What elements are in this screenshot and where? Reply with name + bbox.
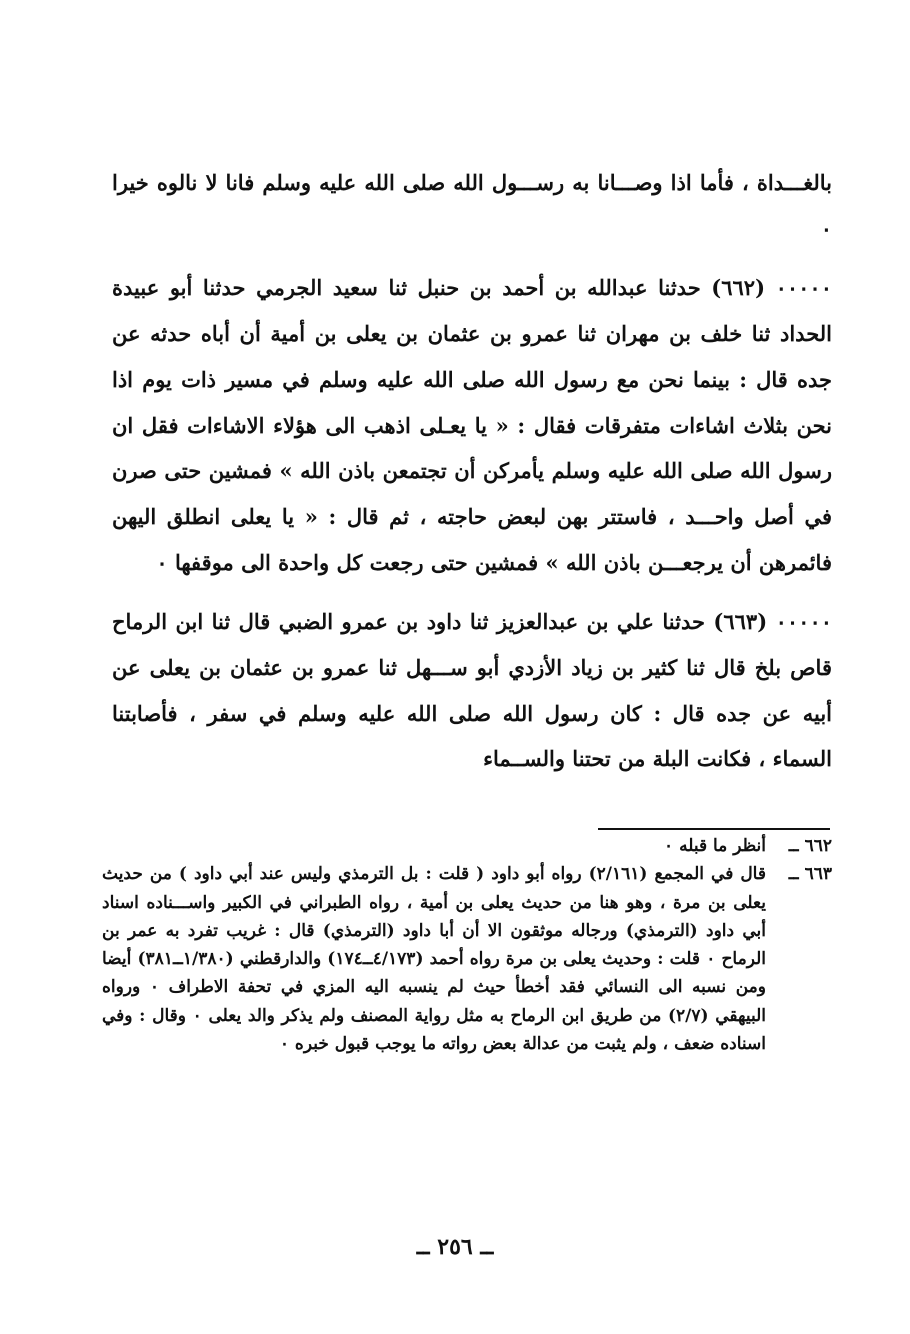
hadith-662: ٠٠٠٠٠ (٦٦٢) حدثنا عبدالله بن أحمد بن حنبل ثنا سعيد الجرمي حدثنا أبو عبيدة الحداد ثنا خلف بن مهران ثنا عمرو بن عثمان بن يعلى بن أمية أن أباه حدثه عن جده قال : بينما نحن مع رسول الله صلى الله عليه وسلم في مسير ذات يوم اذا نحن بثلاث اشاءات متفرقات فقال : « يا يعـلى اذهب الى هؤلاء الاشاءات فقل ان رسول الله صلى الله عليه وسلم يأمركن أن تجتمعن باذن الله » فمشين حتى صرن في أصل واحـــد ، فاستتر بهن لبعض حاجته ، ثم قال : « يا يعلى انطلق اليهن فائمرهن أن يرجعـــن باذن الله » فمشين حتى رجعت كل واحدة الى موقفها ٠ [112, 275, 832, 575]
footnote-separator [598, 828, 830, 830]
page-number: ــ ٢٥٦ ــ [416, 1234, 494, 1260]
footnote-number: ٦٦٢ ــ [788, 836, 832, 856]
footnotes [102, 832, 832, 1058]
main-text [112, 160, 832, 782]
footnote-662 [102, 832, 832, 860]
footnote-text: أنظر ما قبله ٠ [664, 836, 766, 856]
footnote-number: ٦٦٣ ــ [788, 864, 832, 885]
footnote-text: قال في المجمع (٢/١٦١) رواه أبو داود ( قلت : بل الترمذي وليس عند أبي داود ) من حديث يعلى بن مرة ، وهو هنا من حديث يعلى بن أمية ، رواه الطبراني في الكبير واســـناده اسناد أبي داود (الترمذي) ورجاله موثقون الا أن أبا داود (الترمذي) قال : غريب تفرد به عمر بن الرماح ٠ قلت : وحديث يعلى بن مرة رواه أحمد (٤/١٧٣ــ١٧٤) والدارقطني (١/٣٨٠ــ٣٨١) أيضا ومن نسبه الى النسائي فقد أخطأ حيث لم ينسبه اليه المزي في تحفة الاطراف ٠ ورواه البيهقي (٢/٧) من طريق ابن الرماح به مثل رواية المصنف ولم يذكر والد يعلى ٠ وقال : وفي اسناده ضعف ، ولم يثبت من عدالة بعض رواته ما يوجب قبول خبره ٠ [102, 864, 767, 1055]
footnote-663 [102, 860, 832, 1058]
paragraph-continuation: بالغـــداة ، فأما اذا وصـــانا به رســـول الله صلى الله عليه وسلم فانا لا نالوه خيرا ٠ [112, 170, 832, 241]
hadith-663: ٠٠٠٠٠ (٦٦٣) حدثنا علي بن عبدالعزيز ثنا داود بن عمرو الضبي قال ثنا ابن الرماح قاص بلخ قال ثنا كثير بن زياد الأزدي أبو ســـهل ثنا عمرو بن عثمان بن يعلى عن أبيه عن جده قال : كان رسول الله صلى الله عليه وسلم في سفر ، فأصابتنا السماء ، فكانت البلة من تحتنا والســماء [112, 609, 833, 772]
